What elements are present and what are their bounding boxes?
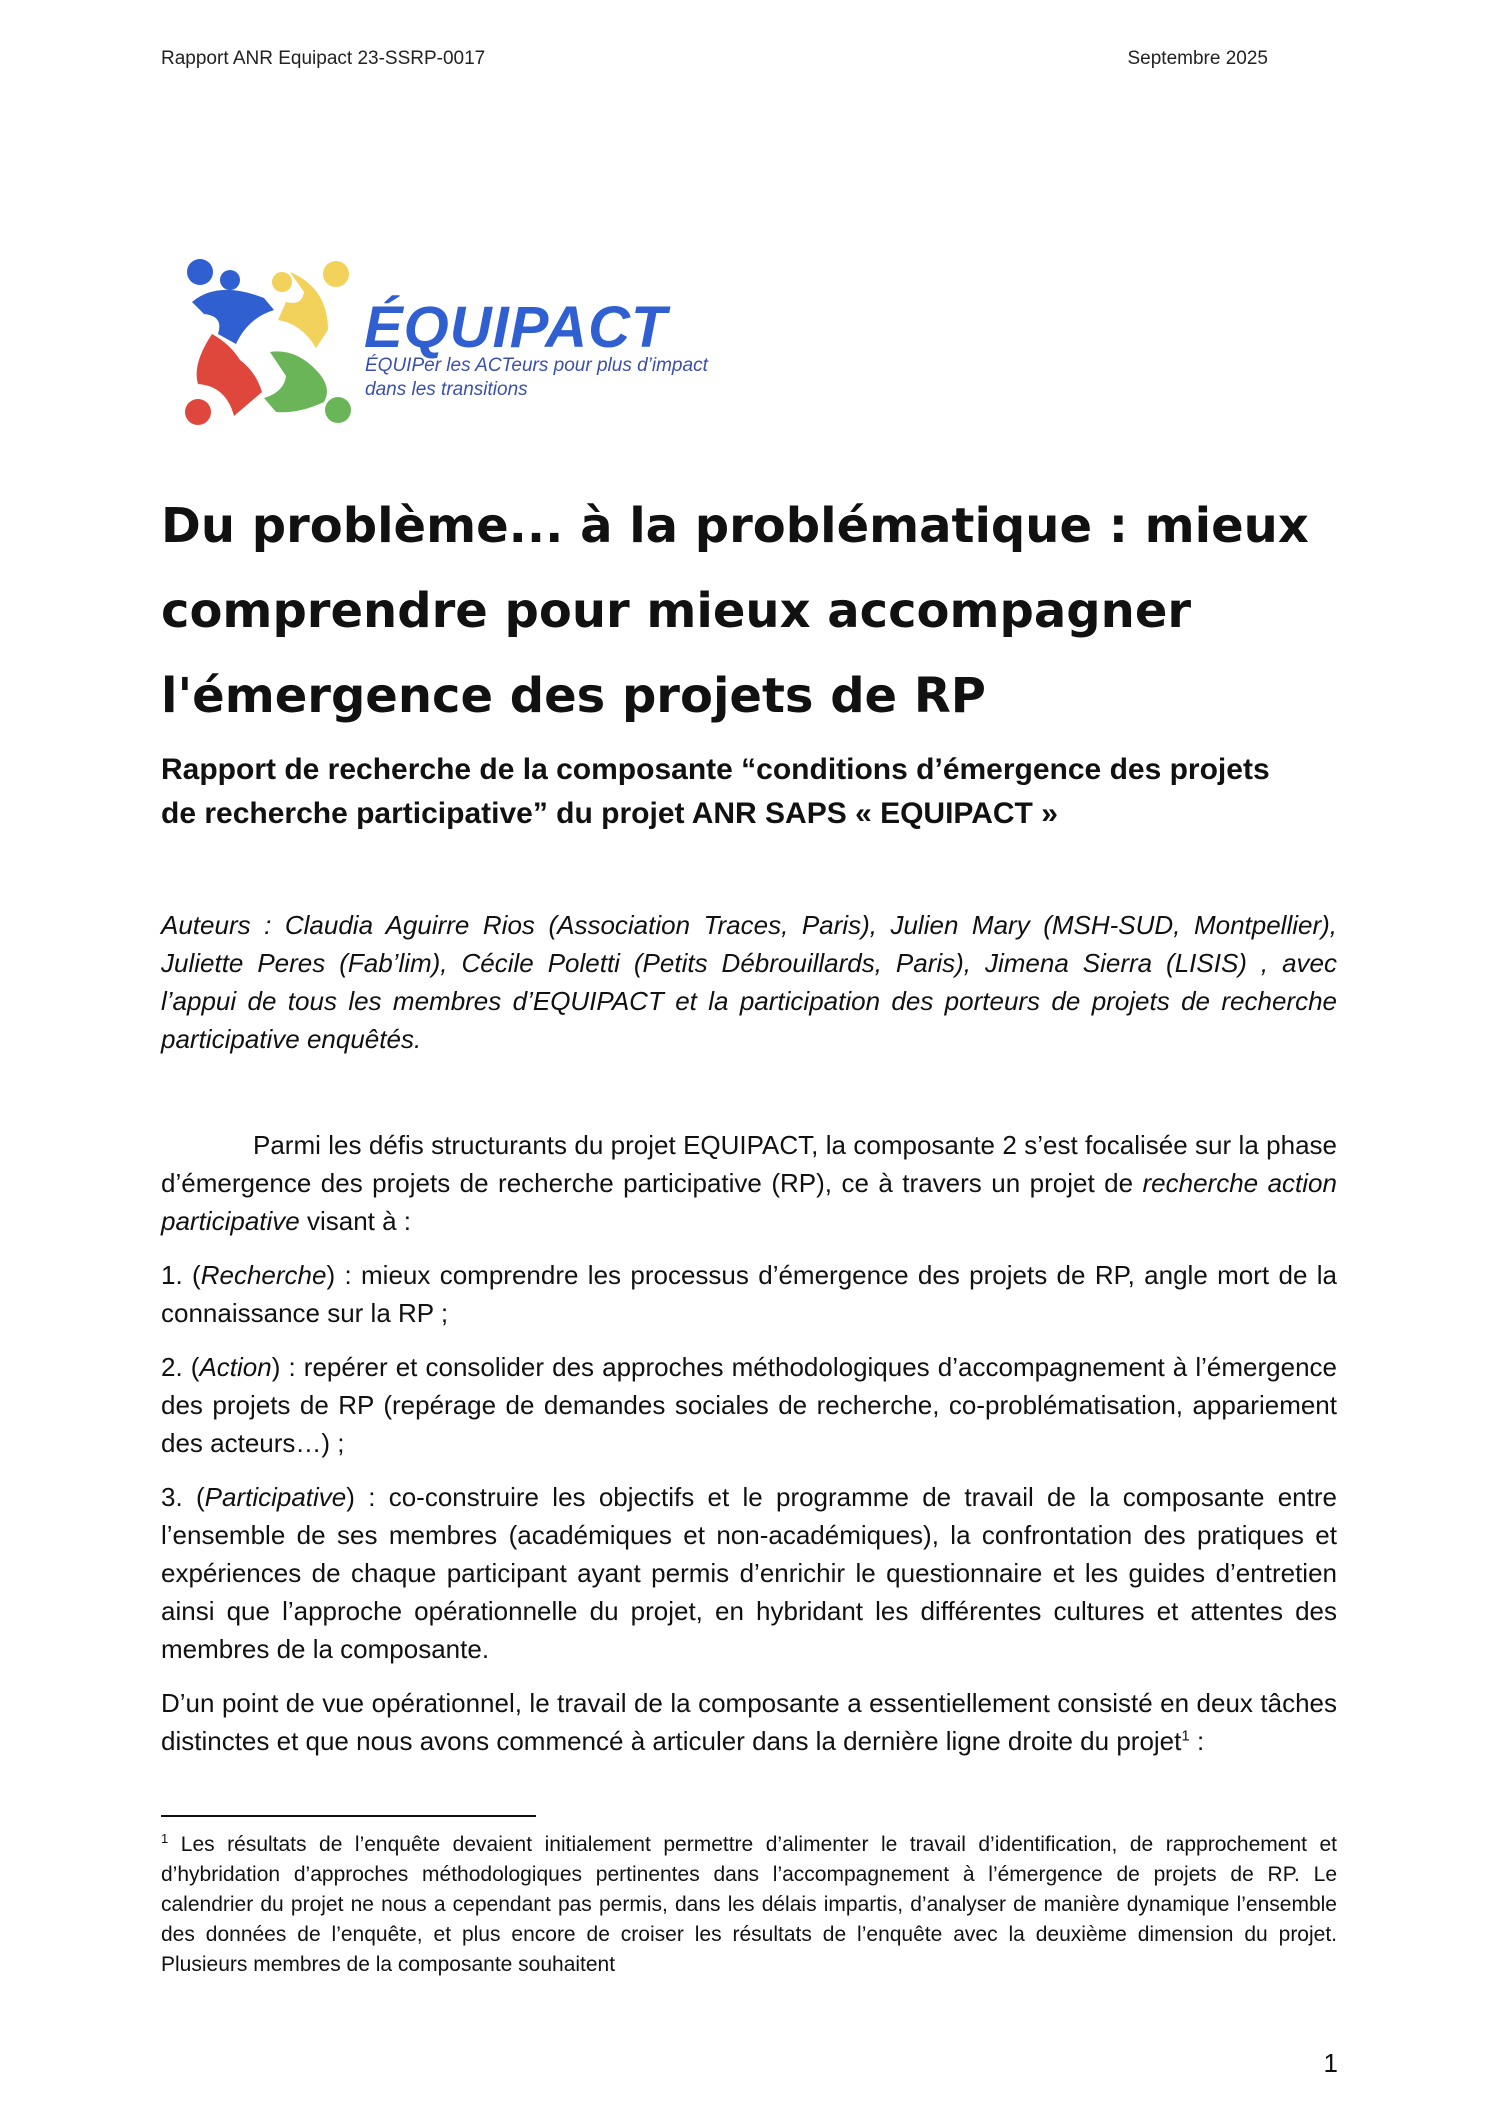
- equipact-logo: [178, 252, 778, 432]
- item1-text: ) : mieux comprendre les processus d’émergence des projets de RP, angle mort de la connaissance sur la RP ;: [161, 1260, 1337, 1328]
- footnote-marker: 1: [161, 1831, 169, 1846]
- item1-number: 1. (: [161, 1260, 201, 1290]
- closing-text: D’un point de vue opérationnel, le travail de la composante a essentiellement consisté en deux tâches distinctes et que nous avons commencé à articuler dans la dernière ligne droite du projet: [161, 1688, 1337, 1756]
- item2-text: ) : repérer et consolider des approches méthodologiques d’accompagnement à l’émergence des projets de RP (repérage de demandes sociales de recherche, co-problématisation, appariement des acteurs…) ;: [161, 1352, 1337, 1458]
- body-text: [161, 1126, 1337, 1776]
- logo-tagline: [365, 354, 708, 402]
- item2-number: 2. (: [161, 1352, 200, 1382]
- list-item-recherche: [161, 1256, 1337, 1332]
- item3-label: Participative: [204, 1482, 347, 1512]
- intro-paragraph: [161, 1126, 1337, 1240]
- logo-wordmark: ÉQUIPACT: [364, 295, 668, 360]
- footnote-text: Les résultats de l’enquête devaient initialement permettre d’alimenter le travail d’identification, de rapprochement et d’hybridation d’approches méthodologiques pertinentes dans l’accompagnement à l’émergence de projets de RP. Le calendrier du projet ne nous a cependant pas permis, dans les délais impartis, d’analyser de manière dynamique l’ensemble des données de l’enquête, et plus encore de croiser les résultats de l’enquête avec la deuxième dimension du projet. Plusieurs membres de la composante souhaitent: [161, 1833, 1337, 1976]
- list-item-participative: [161, 1478, 1337, 1668]
- subtitle-line-2: de recherche participative” du projet ANR SAPS « EQUIPACT »: [161, 797, 1058, 830]
- item3-number: 3. (: [161, 1482, 205, 1512]
- item1-label: Recherche: [200, 1260, 327, 1290]
- item3-text: ) : co-construire les objectifs et le programme de travail de la composante entre l’ensemble de ses membres (académiques et non-académiques), la confrontation des pratiques et expériences de chaque participant ayant permis d’enrichir le questionnaire et les guides d’entretien ainsi que l’approche opérationnelle du projet, en hybridant les différentes cultures et attentes des membres de la composante.: [161, 1482, 1337, 1664]
- page-number: 1: [1323, 2048, 1338, 2078]
- intro-text-end: visant à :: [299, 1206, 412, 1236]
- title-line-3: l'émergence des projets de RP: [161, 668, 986, 724]
- title-line-1: Du problème... à la problématique : mieux: [161, 498, 1309, 554]
- logo-tagline-line2: dans les transitions: [365, 379, 528, 400]
- title-line-2: comprendre pour mieux accompagner: [161, 583, 1192, 639]
- closing-paragraph: [161, 1684, 1337, 1760]
- authors-paragraph: Auteurs : Claudia Aguirre Rios (Association Traces, Paris), Julien Mary (MSH-SUD, Montpellier), Juliette Peres (Fab’lim), Cécile Poletti (Petits Débrouillards, Paris), Jimena Sierra (LISIS) , avec l’appui de tous les membres d’EQUIPACT et la participation des porteurs de projets de recherche participative enquêtés.: [161, 910, 1337, 1054]
- intro-text-italic: recherche action participative: [161, 1168, 1337, 1236]
- subtitle-line-1: Rapport de recherche de la composante “conditions d’émergence des projets: [161, 753, 1270, 786]
- logo-tagline-line1: ÉQUIPer les ACTeurs pour plus d’impact: [365, 355, 708, 376]
- document-subtitle: [161, 748, 1341, 836]
- running-header-date: Septembre 2025: [1127, 48, 1268, 69]
- closing-text-end: :: [1189, 1726, 1205, 1756]
- footnote-reference[interactable]: 1: [1181, 1727, 1190, 1745]
- footnote: [161, 1830, 1337, 1980]
- footnote-separator: [161, 1815, 536, 1817]
- item2-label: Action: [199, 1352, 272, 1382]
- intro-text-start: Parmi les défis structurants du projet EQUIPACT, la composante 2 s’est focalisée sur la phase d’émergence des projets de recherche participative (RP), ce à travers un projet de: [161, 1130, 1337, 1198]
- document-title: [161, 484, 1341, 739]
- equipact-logo-icon: [178, 252, 358, 432]
- running-header-title: Rapport ANR Equipact 23-SSRP-0017: [161, 48, 486, 69]
- list-item-action: [161, 1348, 1337, 1462]
